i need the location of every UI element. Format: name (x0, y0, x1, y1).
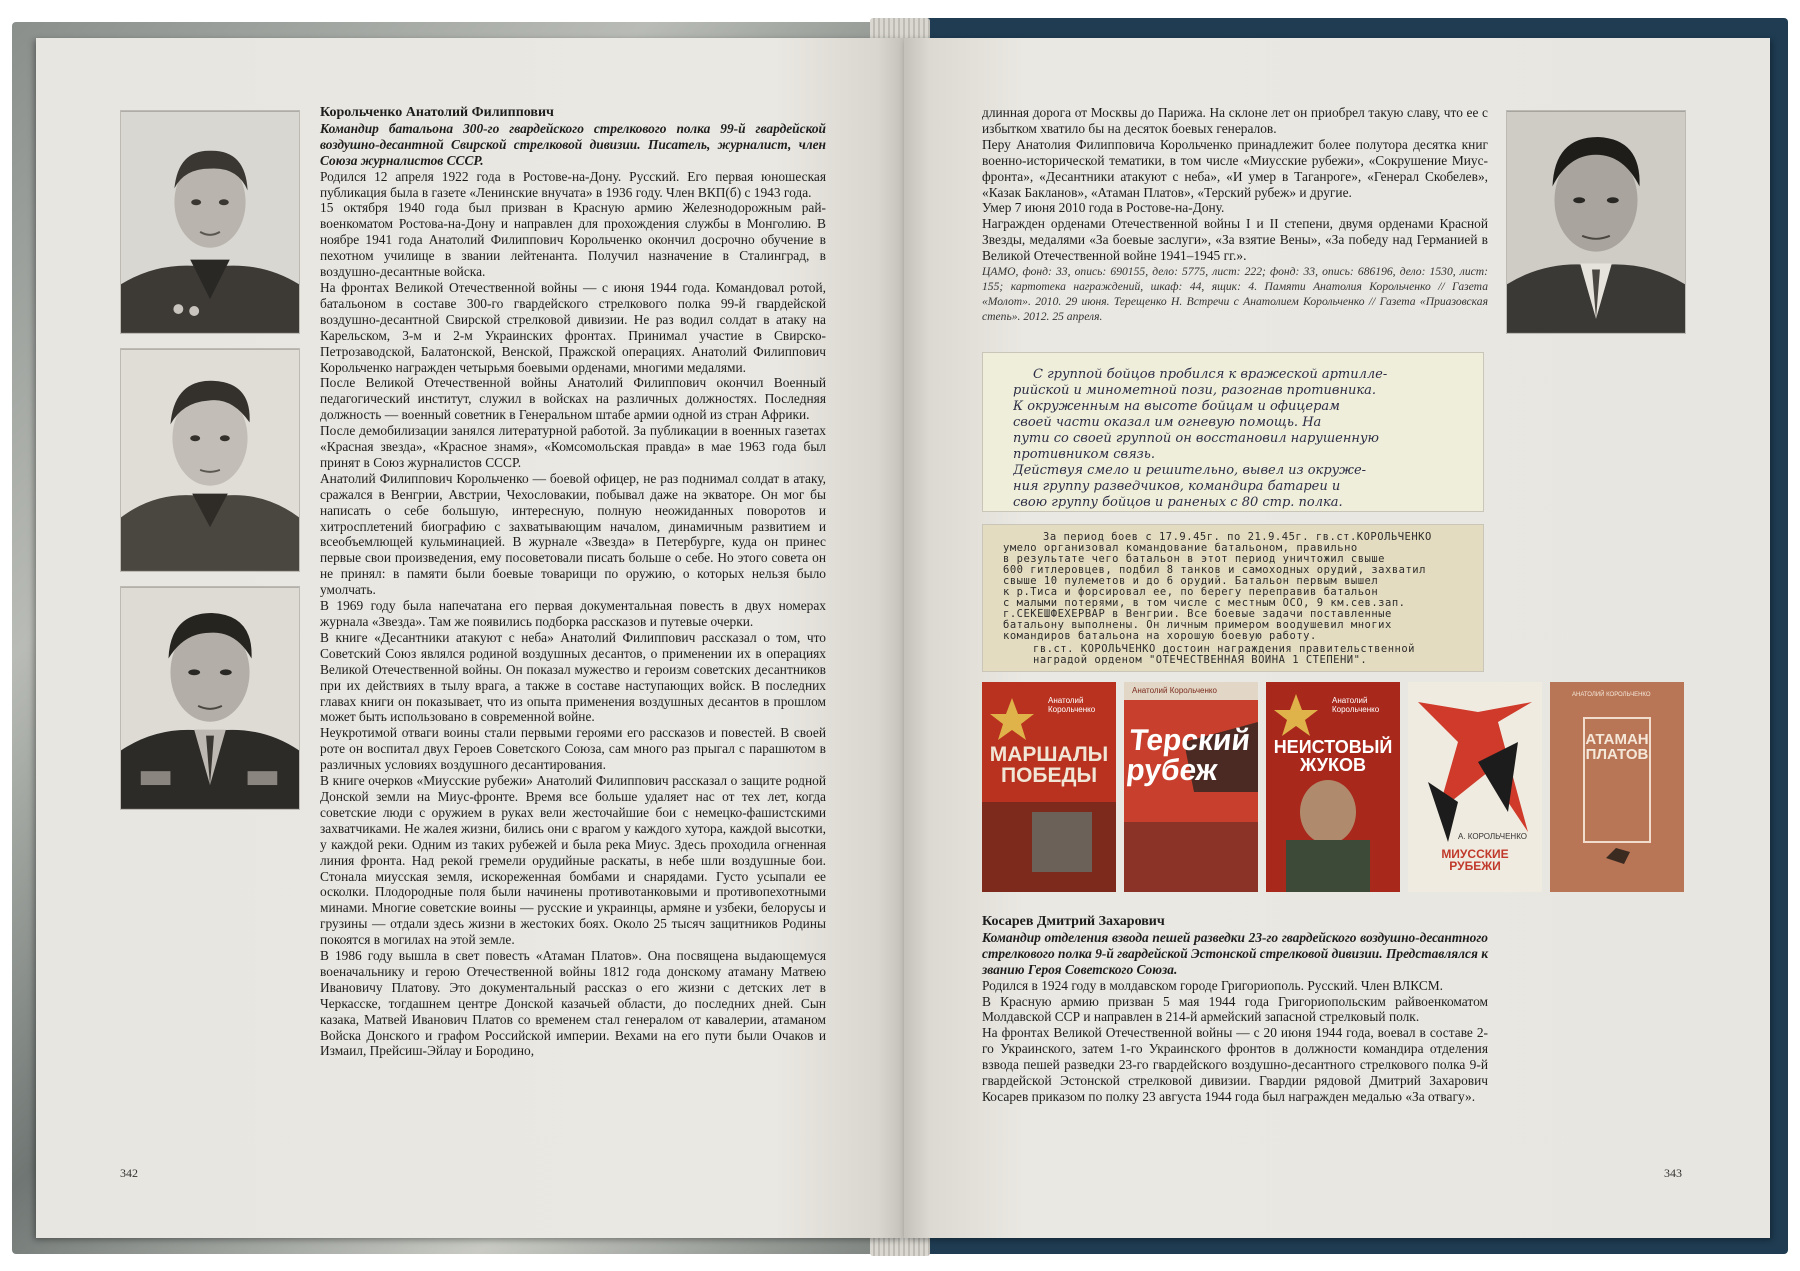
paragraph: Родился в 1924 году в молдавском городе Григориополь. Русский. Член ВЛКСМ. (982, 977, 1444, 993)
typed-line: свыше 10 пулеметов и до 6 орудий. Батальон первым вышел (1003, 575, 1379, 587)
typed-line: За период боев с 17.9.45г. по 21.9.45г. гв.ст.КОРОЛЬЧЕНКО (1043, 531, 1432, 543)
book-cover-marshaly-pobedy (982, 682, 1116, 892)
book-title: АТАМАН ПЛАТОВ (1585, 731, 1649, 763)
typed-line: в результате чего батальон в этот период уничтожил свыше (1003, 553, 1386, 565)
portrait-photo-elder (1506, 110, 1686, 334)
paragraph: Умер 7 июня 2010 года в Ростове-на-Дону. (982, 200, 1225, 216)
typed-line: гв.ст. КОРОЛЬЧЕНКО достоин награждения правительственной (1033, 643, 1416, 655)
handwritten-line: пути со своей группой он восстановил нарушенную (1013, 431, 1379, 446)
page-number-right: 343 (1664, 1166, 1682, 1180)
portrait-photo-soldier (120, 348, 300, 572)
paragraph: После Великой Отечественной войны Анатолий Филиппович окончил Военный педагогический институт, служил в войсках на различных должностях. Последняя должность — военный советник в Генеральном штабе армии одной из стран Африки. (320, 375, 826, 423)
tank-illustration-icon (1124, 682, 1258, 892)
typed-line: наградой орденом "ОТЕЧЕСТВЕННАЯ ВОЙНА 1 СТЕПЕНИ". (1033, 654, 1368, 666)
book-cover-neistovy-zhukov (1266, 682, 1400, 892)
paragraph: 15 октября 1940 года был призван в Красную армию Железнодорожным райвоенкоматом Ростова-на-Дону и направлен для прохождения службы в Монголию. В ноябре 1941 года Анатолий Филиппович Корольченко окончил досрочно обучение в пехотном училище в звании лейтенанта. Получил назначение в Сталинград, в воздушно-десантные войска. (320, 200, 826, 280)
book-title: МИУССКИЕ РУБЕЖИ (1441, 847, 1509, 873)
typed-line: к р.Тиса и форсировал ее, по берегу переправив батальон (1003, 586, 1379, 598)
book-title: МАРШАЛЫ ПОБЕДЫ (989, 743, 1109, 787)
person-role: Командир батальона 300-го гвардейского стрелкового полка 99-й гвардейской воздушно-десантной Свирской стрелковой дивизии. Писатель, журналист, член Союза журналистов СССР. (320, 120, 826, 168)
page-number-left: 342 (120, 1166, 138, 1180)
paragraph: Анатолий Филиппович Корольченко — боевой офицер, не раз поднимал солдат в атаку, сражался в Венгрии, Австрии, Чехословакии, побывал даже на экваторе. Он мог бы написать о себе большую, интересную, полную неожиданных поворотов и хитросплетений биографию с захватывающим началом, динамичным развитием и всеобъемлющей кульминацией. В журнале «Звезда» в Петербурге, куда он принес первые свои произведения, ему посоветовали писать больше о себе. Но этого совета он не принял: в памяти были боевые товарищи по оружию, о которых нельзя было умолчать. (320, 470, 826, 598)
right-text-column (982, 105, 1488, 324)
right-text-column-second (982, 914, 1488, 1105)
paragraph: Награжден орденами Отечественной войны I и II степени, двумя орденами Красной Звезды, медалями «За боевые заслуги», «За взятие Вены», «За победу над Германией в Великой Отечественной войне 1941–1945 гг.». (982, 216, 1488, 264)
book-author: Анатолий Корольченко (1048, 696, 1096, 714)
left-text-column (320, 105, 826, 1059)
paragraph: длинная дорога от Москвы до Парижа. На склоне лет он приобрел такую славу, что ее с избытком хватило бы на десяток боевых генералов. (982, 105, 1488, 136)
handwritten-line: свою группу бойцов и раненых с 80 стр. полка. (1013, 495, 1343, 510)
typed-line: умело организовал командование батальоном, правильно (1003, 542, 1358, 554)
typed-line: командиров батальона на хорошую боевую работу. (1003, 630, 1317, 642)
portrait-photo-young (120, 110, 300, 334)
portrait-soldier-icon (121, 349, 299, 571)
paragraph: В книге «Десантники атакуют с неба» Анатолий Филиппович рассказал о том, что Советский Союз являлся родиной воздушных десантов, о применении их в операциях Великой Отечественной войны. Он показал мужество и героизм советских десантников при их действиях в тылу врага, а также в составе наступающих войск. В последних главах книги он показывает, что из опыта применения воздушных десантов в прошлом может быть использовано в современной войне. (320, 629, 826, 725)
book-cover-ataman-platov (1550, 682, 1684, 892)
typed-line: г.СЕКЕШФЕХЕРВАР в Венгрии. Все боевые задачи поставленные (1003, 608, 1392, 620)
person-heading: Косарев Дмитрий Захарович (982, 914, 1165, 929)
book-author: Анатолий Корольченко (1132, 686, 1217, 695)
paragraph: Родился 12 апреля 1922 года в Ростове-на-Дону. Русский. Его первая юношеская публикация была в газете «Ленинские внучата» в 1936 году. Член ВКП(б) с 1943 года. (320, 168, 826, 200)
portrait-young-icon (121, 111, 299, 333)
paragraph: На фронтах Великой Отечественной войны — с 20 июня 1944 года, воевал в составе 2-го Украинского, затем 1-го Украинского фронтов в должности командира отделения взвода пешей разведки 23-го гвардейского воздушно-десантного стрелкового полка 9-й гвардейской Эстонской стрелковой дивизии. Гвардии рядовой Дмитрий Захарович Косарев приказом по полку 23 августа 1944 года был награжден медалью «За отвагу». (982, 1025, 1488, 1104)
book-author: АНАТОЛИЙ КОРОЛЬЧЕНКО (1572, 692, 1651, 698)
typed-line: 600 гитлеровцев, подбил 8 танков и самоходных орудий, захватил (1003, 564, 1426, 576)
source-reference: ЦАМО, фонд: 33, опись: 690155, дело: 5775, лист: 222; фонд: 33, опись: 686196, дело: 1530, лист: 155; картотека награждений, шкаф: 44, ящик: 4. Памяти Анатолия Корольченко // Газета «Молот». 2010. 29 июня. Терещенко Н. Встречи с Анатолием Корольченко // Газета «Приазовская степь». 2012. 25 апреля. (982, 265, 1488, 324)
rider-emblem-icon (1550, 682, 1684, 892)
portrait-photo-officer (120, 586, 300, 810)
handwritten-line: Действуя смело и решительно, вывел из окруже- (1013, 463, 1367, 478)
paragraph: После демобилизации занялся литературной работой. За публикации в военных газетах «Красная звезда», «Красное знамя», «Комсомольская правда» в мае 1963 года был принят в Союз журналистов СССР. (320, 423, 826, 470)
handwritten-line: С группой бойцов пробился к вражеской артилле- (1033, 367, 1388, 382)
book-author: Анатолий Корольченко (1332, 696, 1380, 714)
paragraph: На фронтах Великой Отечественной войны — с июня 1944 года. Командовал ротой, батальоном в составе 300-го гвардейского стрелкового полка 99-й гвардейской воздушно-десантной Свирской стрелковой дивизии. Не раз водил солдат в атаку на Карельском, 3-м и 2-м Украинских фронтах. Принимал участие в Свирско-Петрозаводской, Балатонской, Венской, Пражской операциях. Анатолий Филиппович Корольченко награжден четырьмя боевыми орденами, многими медалями. (320, 279, 826, 375)
paragraph: В 1986 году вышла в свет повесть «Атаман Платов». Она посвящена выдающемуся военачальнику и герою Отечественной войны 1812 года донскому атаману Матвею Ивановичу Платову. Это документальный рассказ о его жизни с детских лет в Черкасске, тогдашнем центре Донской казачьей области, до последних дней. Сын казака, Матвей Иванович Платов со временем стал генералом от кавалерии, атаманом Войска Донского и графом Российской империи. Вехами на его пути были Очаков и Измаил, Прейсиш-Эйлау и Бородино, (320, 948, 826, 1059)
book-author: А. КОРОЛЬЧЕНКО (1458, 832, 1527, 841)
book-spine-bottom (870, 1236, 930, 1256)
portrait-officer-icon (121, 587, 299, 809)
handwritten-line: ния группу разведчиков, командира батареи и (1013, 479, 1341, 494)
handwritten-award-document (982, 352, 1484, 512)
book-title: Терский рубеж (1124, 724, 1252, 787)
typed-award-document (982, 524, 1484, 672)
portrait-elder-icon (1507, 111, 1685, 333)
paragraph: Неукротимой отваги воины стали первыми героями его рассказов и повестей. В своей роте он воспитал двух Героев Советского Союза, сам много раз прыгал с парашютом в различных условиях воздушного десантирования. (320, 725, 826, 773)
typed-line: с малыми потерями, в том числе с местным ОСО, 9 км.сев.зап. (1003, 597, 1406, 609)
paragraph: В книге очерков «Миусские рубежи» Анатолий Филиппович рассказал о защите родной Донской земли на Миус-фронте. Время все больше удаляет нас от тех лет, когда советские люди с оружием в руках вели жесточайшие бои с немецко-фашистскими захватчиками. Не жалея жизни, бились они с врагом у каждого хутора, каждой высотки, у каждой реки. Одним из таких рубежей и была река Миус. Здесь проходила огненная линия фронта. Над рекой гремели орудийные раскаты, в небе шли воздушные бои. Стонала миусская земля, искореженная бомбами и снарядами. Густо усыпали ее осколки. Плодородные поля были начинены противотанковыми и противопехотными минами. Многие советские воины — русские и украинцы, армяне и узбеки, белорусы и грузины — отдали здесь жизни в жестоких боях. Около 25 тысяч защитников Родины покоятся в могилах на этой земле. (320, 773, 826, 948)
book-cover-tersky-rubezh (1124, 682, 1258, 892)
paragraph: Перу Анатолия Филипповича Корольченко принадлежит более полутора десятка книг военно-исторической тематики, в том числе «Миусские рубежи», «Сокрушение Миус-фронта», «Десантники атакуют с неба», «И умер в Таганроге», «Генерал Скобелев», «Казак Бакланов», «Атаман Платов», «Терский рубеж» и другие. (982, 136, 1488, 200)
person-heading: Корольченко Анатолий Филиппович (320, 105, 554, 120)
book-spine-top (870, 18, 930, 40)
paragraph: В Красную армию призван 5 мая 1944 года Григориопольским райвоенкоматом Молдавской ССР и направлен в 214-й армейский запасной стрелковый полк. (982, 993, 1488, 1025)
typed-line: батальону выполнены. Он личным примером воодушевил многих (1003, 619, 1392, 631)
paragraph: В 1969 году была напечатана его первая документальная повесть в двух номерах журнала «Звезда». Там же появились подборка рассказов и путевые очерки. (320, 598, 826, 629)
book-title: НЕИСТОВЫЙ ЖУКОВ (1273, 737, 1393, 775)
person-role: Командир отделения взвода пешей разведки 23-го гвардейского воздушно-десантного стрелкового полка 9-й гвардейской Эстонской стрелковой дивизии. Представлялся к званию Героя Советского Союза. (982, 929, 1488, 977)
handwritten-line: своей части оказал им огневую помощь. На (1013, 415, 1322, 430)
handwritten-line: К окруженным на высоте бойцам и офицерам (1013, 399, 1340, 414)
handwritten-line: рийской и минометной пози, разогнав противника. (1013, 383, 1377, 398)
handwritten-line: противником связь. (1013, 447, 1155, 462)
book-cover-miusskie-rubezhi (1408, 682, 1542, 892)
